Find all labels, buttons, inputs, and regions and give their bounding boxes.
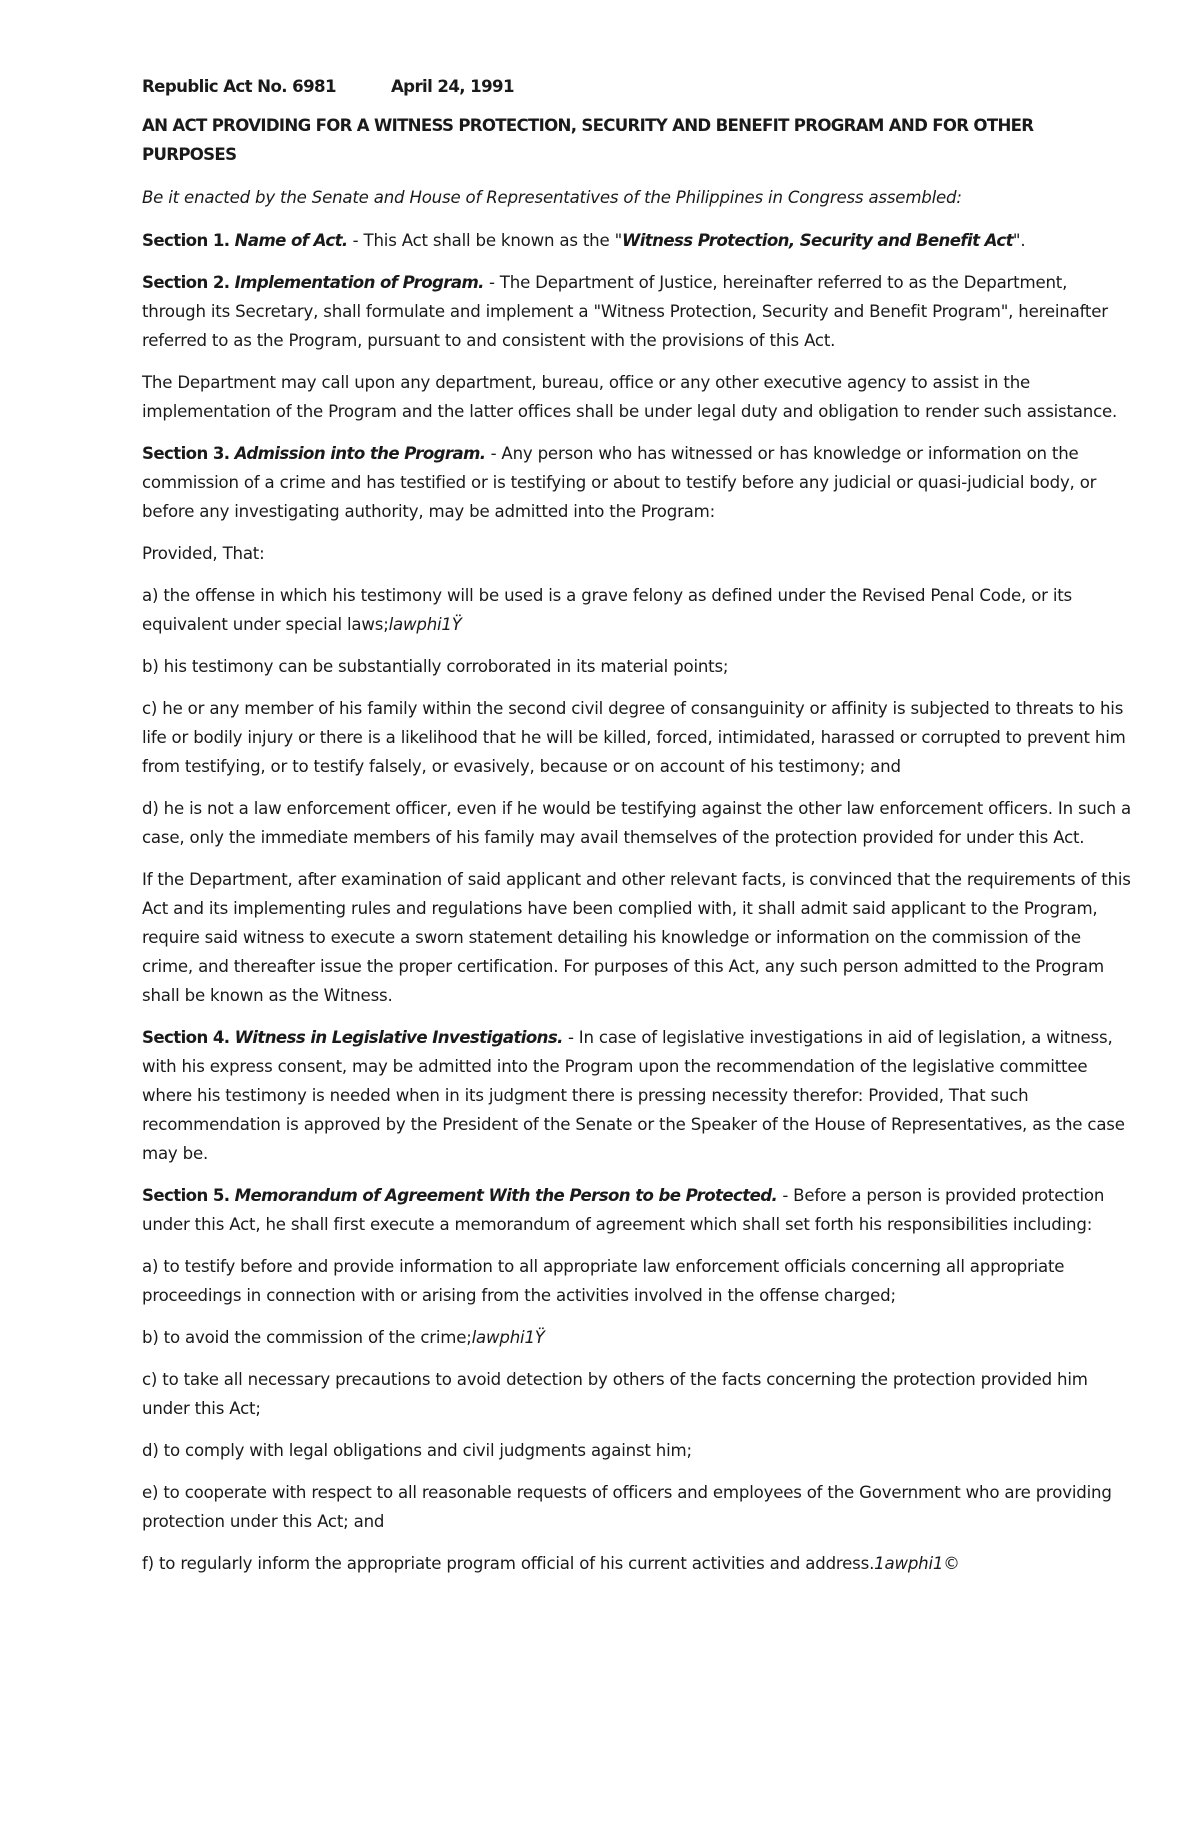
section-5-item-f-mark: 1awphi1© [874,1554,960,1573]
section-5-item-c: c) to take all necessary precautions to avoid detection by others of the facts concerning the protection provided him under this Act; [142,1370,1088,1418]
section-5-item-f-text: f) to regularly inform the appropriate program official of his current activities and address. [142,1554,875,1573]
document-body [142,72,1132,1591]
section-1-name: Name of Act. [234,231,348,250]
section-3-provided: Provided, That: [142,544,265,563]
section-5-item-b [142,1323,1132,1352]
section-5-name: Memorandum of Agreement With the Person to be Protected. [234,1186,778,1205]
section-5-text: - Before a person is provided protection under this Act, he shall first execute a memorandum of agreement which shall set forth his responsibilities including: [142,1186,1105,1234]
section-3-paragraph-final: If the Department, after examination of said applicant and other relevant facts, is convinced that the requirements of this Act and its implementing rules and regulations have been complied with, it shall admit said applicant to the Program, require said witness to execute a sworn statement detailing his knowledge or information on the commission of the crime, and thereafter issue the proper certification. For purposes of this Act, any such person admitted to the Program shall be known as the Witness. [142,870,1131,1005]
section-2-name: Implementation of Program. [234,273,484,292]
section-3-label: Section 3. [142,444,230,463]
act-header [142,72,1132,101]
section-1-short-title: Witness Protection, Security and Benefit Act [622,231,1013,250]
enacting-clause: Be it enacted by the Senate and House of Representatives of the Philippines in Congress assembled: [142,188,962,207]
section-1 [142,226,1132,255]
section-5-item-e: e) to cooperate with respect to all reasonable requests of officers and employees of the Government who are providing protection under this Act; and [142,1483,1112,1531]
act-date: April 24, 1991 [390,77,514,96]
section-5 [142,1181,1132,1239]
section-2-paragraph-2: The Department may call upon any department, bureau, office or any other executive agency to assist in the implementation of the Program and the latter offices shall be under legal duty and obligation to render such assistance. [142,373,1118,421]
section-3-item-a-text: a) the offense in which his testimony will be used is a grave felony as defined under the Revised Penal Code, or its equivalent under special laws; [142,586,1073,634]
section-4 [142,1023,1132,1168]
section-3-item-c: c) he or any member of his family within the second civil degree of consanguinity or affinity is subjected to threats to his life or bodily injury or there is a likelihood that he will be killed, forced, intimidated, harassed or corrupted to prevent him from testifying, or to testify falsely, or evasively, because or on account of his testimony; and [142,699,1126,776]
section-3 [142,439,1132,526]
section-5-item-b-text: b) to avoid the commission of the crime; [142,1328,472,1347]
section-5-label: Section 5. [142,1186,230,1205]
section-2-label: Section 2. [142,273,230,292]
act-number: Republic Act No. 6981 [142,77,336,96]
section-2 [142,268,1132,355]
section-2-text: - The Department of Justice, hereinafter referred to as the Department, through its Secretary, shall formulate and implement a "Witness Protection, Security and Benefit Program", hereinafter referred to as the Program, pursuant to and consistent with the provisions of this Act. [142,273,1108,350]
section-3-item-a [142,581,1132,639]
section-3-item-b: b) his testimony can be substantially corroborated in its material points; [142,657,729,676]
section-1-label: Section 1. [142,231,230,250]
section-5-item-f [142,1549,1132,1578]
section-5-item-b-mark: lawphi1Ÿ [471,1328,545,1347]
section-4-name: Witness in Legislative Investigations. [234,1028,563,1047]
section-1-text-before: - This Act shall be known as the " [347,231,623,250]
section-4-text: - In case of legislative investigations in aid of legislation, a witness, with his express consent, may be admitted into the Program upon the recommendation of the legislative committee where his testimony is needed when in its judgment there is pressing necessity therefor: Provided, That such recommendation is approved by the President of the Senate or the Speaker of the House of Representatives, as the case may be. [142,1028,1125,1163]
section-1-text-after: ". [1012,231,1026,250]
section-4-label: Section 4. [142,1028,230,1047]
section-3-item-d: d) he is not a law enforcement officer, even if he would be testifying against the other law enforcement officers. In such a case, only the immediate members of his family may avail themselves of the protection provided for under this Act. [142,799,1132,847]
section-5-item-a: a) to testify before and provide information to all appropriate law enforcement officials concerning all appropriate proceedings in connection with or arising from the activities involved in the offense charged; [142,1257,1065,1305]
section-3-text: - Any person who has witnessed or has knowledge or information on the commission of a crime and has testified or is testifying or about to testify before any judicial or quasi-judicial body, or before any investigating authority, may be admitted into the Program: [142,444,1097,521]
section-3-item-a-mark: lawphi1Ÿ [388,615,462,634]
section-3-name: Admission into the Program. [234,444,486,463]
act-title: AN ACT PROVIDING FOR A WITNESS PROTECTION, SECURITY AND BENEFIT PROGRAM AND FOR OTHER PURPOSES [142,116,1034,164]
section-5-item-d: d) to comply with legal obligations and civil judgments against him; [142,1441,692,1460]
